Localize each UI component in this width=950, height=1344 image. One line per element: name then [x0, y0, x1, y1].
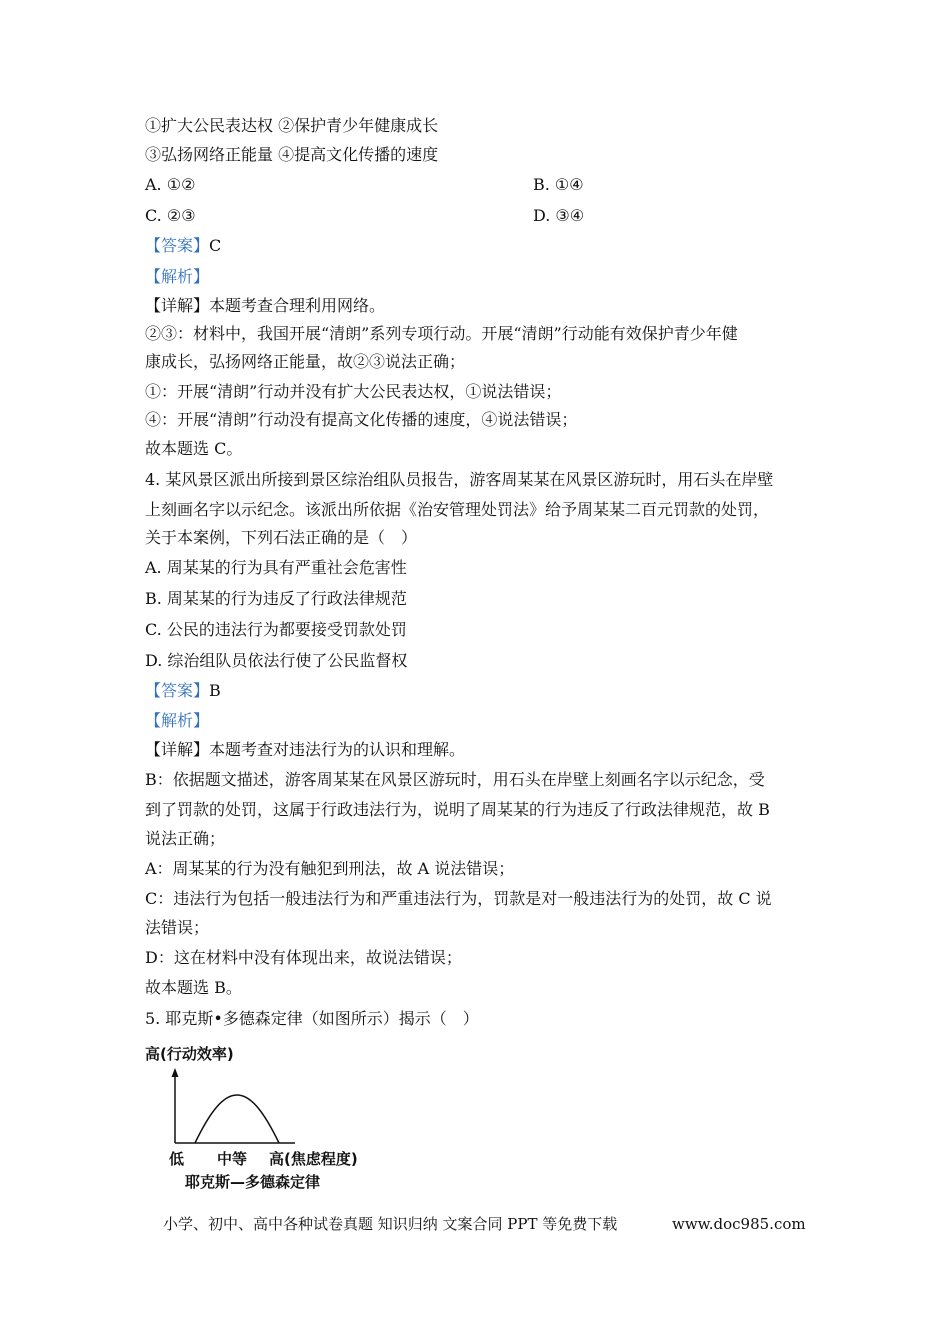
- q4-option-c: C. 公民的违法行为都要接受罚款处罚: [145, 620, 407, 639]
- q4-explanation-line: B：依据题文描述，游客周某某在风景区游玩时，用石头在岸壁上刻画名字以示纪念，受: [145, 770, 765, 789]
- q4-option-d: D. 综治组队员依法行使了公民监督权: [145, 651, 408, 670]
- q4-explanation-line: 法错误；: [145, 918, 210, 937]
- q3-answer: [145, 236, 221, 256]
- detail-tag: 【详解】: [145, 740, 210, 759]
- figure-y-axis-arrow: [172, 1068, 179, 1077]
- q3-explanation-line: ②③：材料中，我国开展“清朗”系列专项行动。开展“清朗”行动能有效保护青少年健: [145, 324, 738, 343]
- q4-explanation-line: D：这在材料中没有体现出来，故说法错误；: [145, 948, 462, 967]
- answer-tag: 【答案】: [145, 236, 210, 255]
- q3-statements-line-2: ③弘扬网络正能量 ④提高文化传播的速度: [145, 145, 439, 164]
- q4-detail: [145, 740, 465, 760]
- figure-x-high-label: 高(焦虑程度): [269, 1150, 358, 1168]
- footer-website: www.doc985.com: [672, 1215, 806, 1233]
- detail-text: 本题考查合理利用网络。: [209, 296, 386, 315]
- q4-answer: [145, 681, 221, 701]
- q4-explanation-line: 到了罚款的处罚，这属于行政违法行为，说明了周某某的行为违反了行政法律规范，故 B: [145, 800, 770, 819]
- q3-analysis-tag: 【解析】: [145, 267, 210, 286]
- detail-text: 本题考查对违法行为的认识和理解。: [209, 740, 466, 759]
- q4-stem-line: 关于本案例，下列石法正确的是（ ）: [145, 528, 418, 547]
- figure-caption: 耶克斯—多德森定律: [185, 1173, 321, 1191]
- figure-inverted-u-curve: [195, 1095, 279, 1143]
- q3-conclusion: 故本题选 C。: [145, 439, 243, 458]
- figure-y-axis-label: 高(行动效率): [145, 1045, 234, 1063]
- q5-stem: 5. 耶克斯•多德森定律（如图所示）揭示（ ）: [145, 1009, 479, 1028]
- answer-value: B: [209, 681, 221, 700]
- figure-x-low-label: 低: [169, 1150, 185, 1168]
- q4-option-a: A. 周某某的行为具有严重社会危害性: [145, 558, 407, 577]
- figure-x-mid-label: 中等: [217, 1150, 248, 1168]
- q3-explanation-line: ④：开展“清朗”行动没有提高文化传播的速度，④说法错误；: [145, 410, 578, 429]
- q4-analysis-tag: 【解析】: [145, 711, 210, 730]
- answer-value: C: [209, 236, 222, 255]
- q3-option-d: D. ③④: [533, 206, 585, 225]
- q3-detail: [145, 296, 385, 316]
- q3-explanation-line: 康成长，弘扬网络正能量，故②③说法正确；: [145, 352, 466, 371]
- q4-option-b: B. 周某某的行为违反了行政法律规范: [145, 589, 407, 608]
- q4-explanation-line: A：周某某的行为没有触犯到刑法，故 A 说法错误；: [145, 859, 515, 878]
- q4-stem-line: 上刻画名字以示纪念。该派出所依据《治安管理处罚法》给予周某某二百元罚款的处罚，: [145, 500, 770, 519]
- q3-option-b: B. ①④: [533, 175, 584, 194]
- q4-stem-line: 4. 某风景区派出所接到景区综治组队员报告，游客周某某在风景区游玩时，用石头在岸壁: [145, 470, 774, 489]
- q4-explanation-line: 说法正确；: [145, 829, 226, 848]
- q3-option-a: A. ①②: [145, 175, 196, 194]
- q4-conclusion: 故本题选 B。: [145, 978, 242, 997]
- yerkes-dodson-figure: [145, 1040, 385, 1200]
- q3-option-c: C. ②③: [145, 206, 196, 225]
- footer-left-text: 小学、初中、高中各种试卷真题 知识归纳 文案合同 PPT 等免费下载: [163, 1215, 618, 1233]
- detail-tag: 【详解】: [145, 296, 210, 315]
- q4-explanation-line: C：违法行为包括一般违法行为和严重违法行为，罚款是对一般违法行为的处罚，故 C 说: [145, 889, 772, 908]
- q3-explanation-line: ①：开展“清朗”行动并没有扩大公民表达权，①说法错误；: [145, 382, 562, 401]
- q3-statements-line-1: ①扩大公民表达权 ②保护青少年健康成长: [145, 116, 439, 135]
- answer-tag: 【答案】: [145, 681, 210, 700]
